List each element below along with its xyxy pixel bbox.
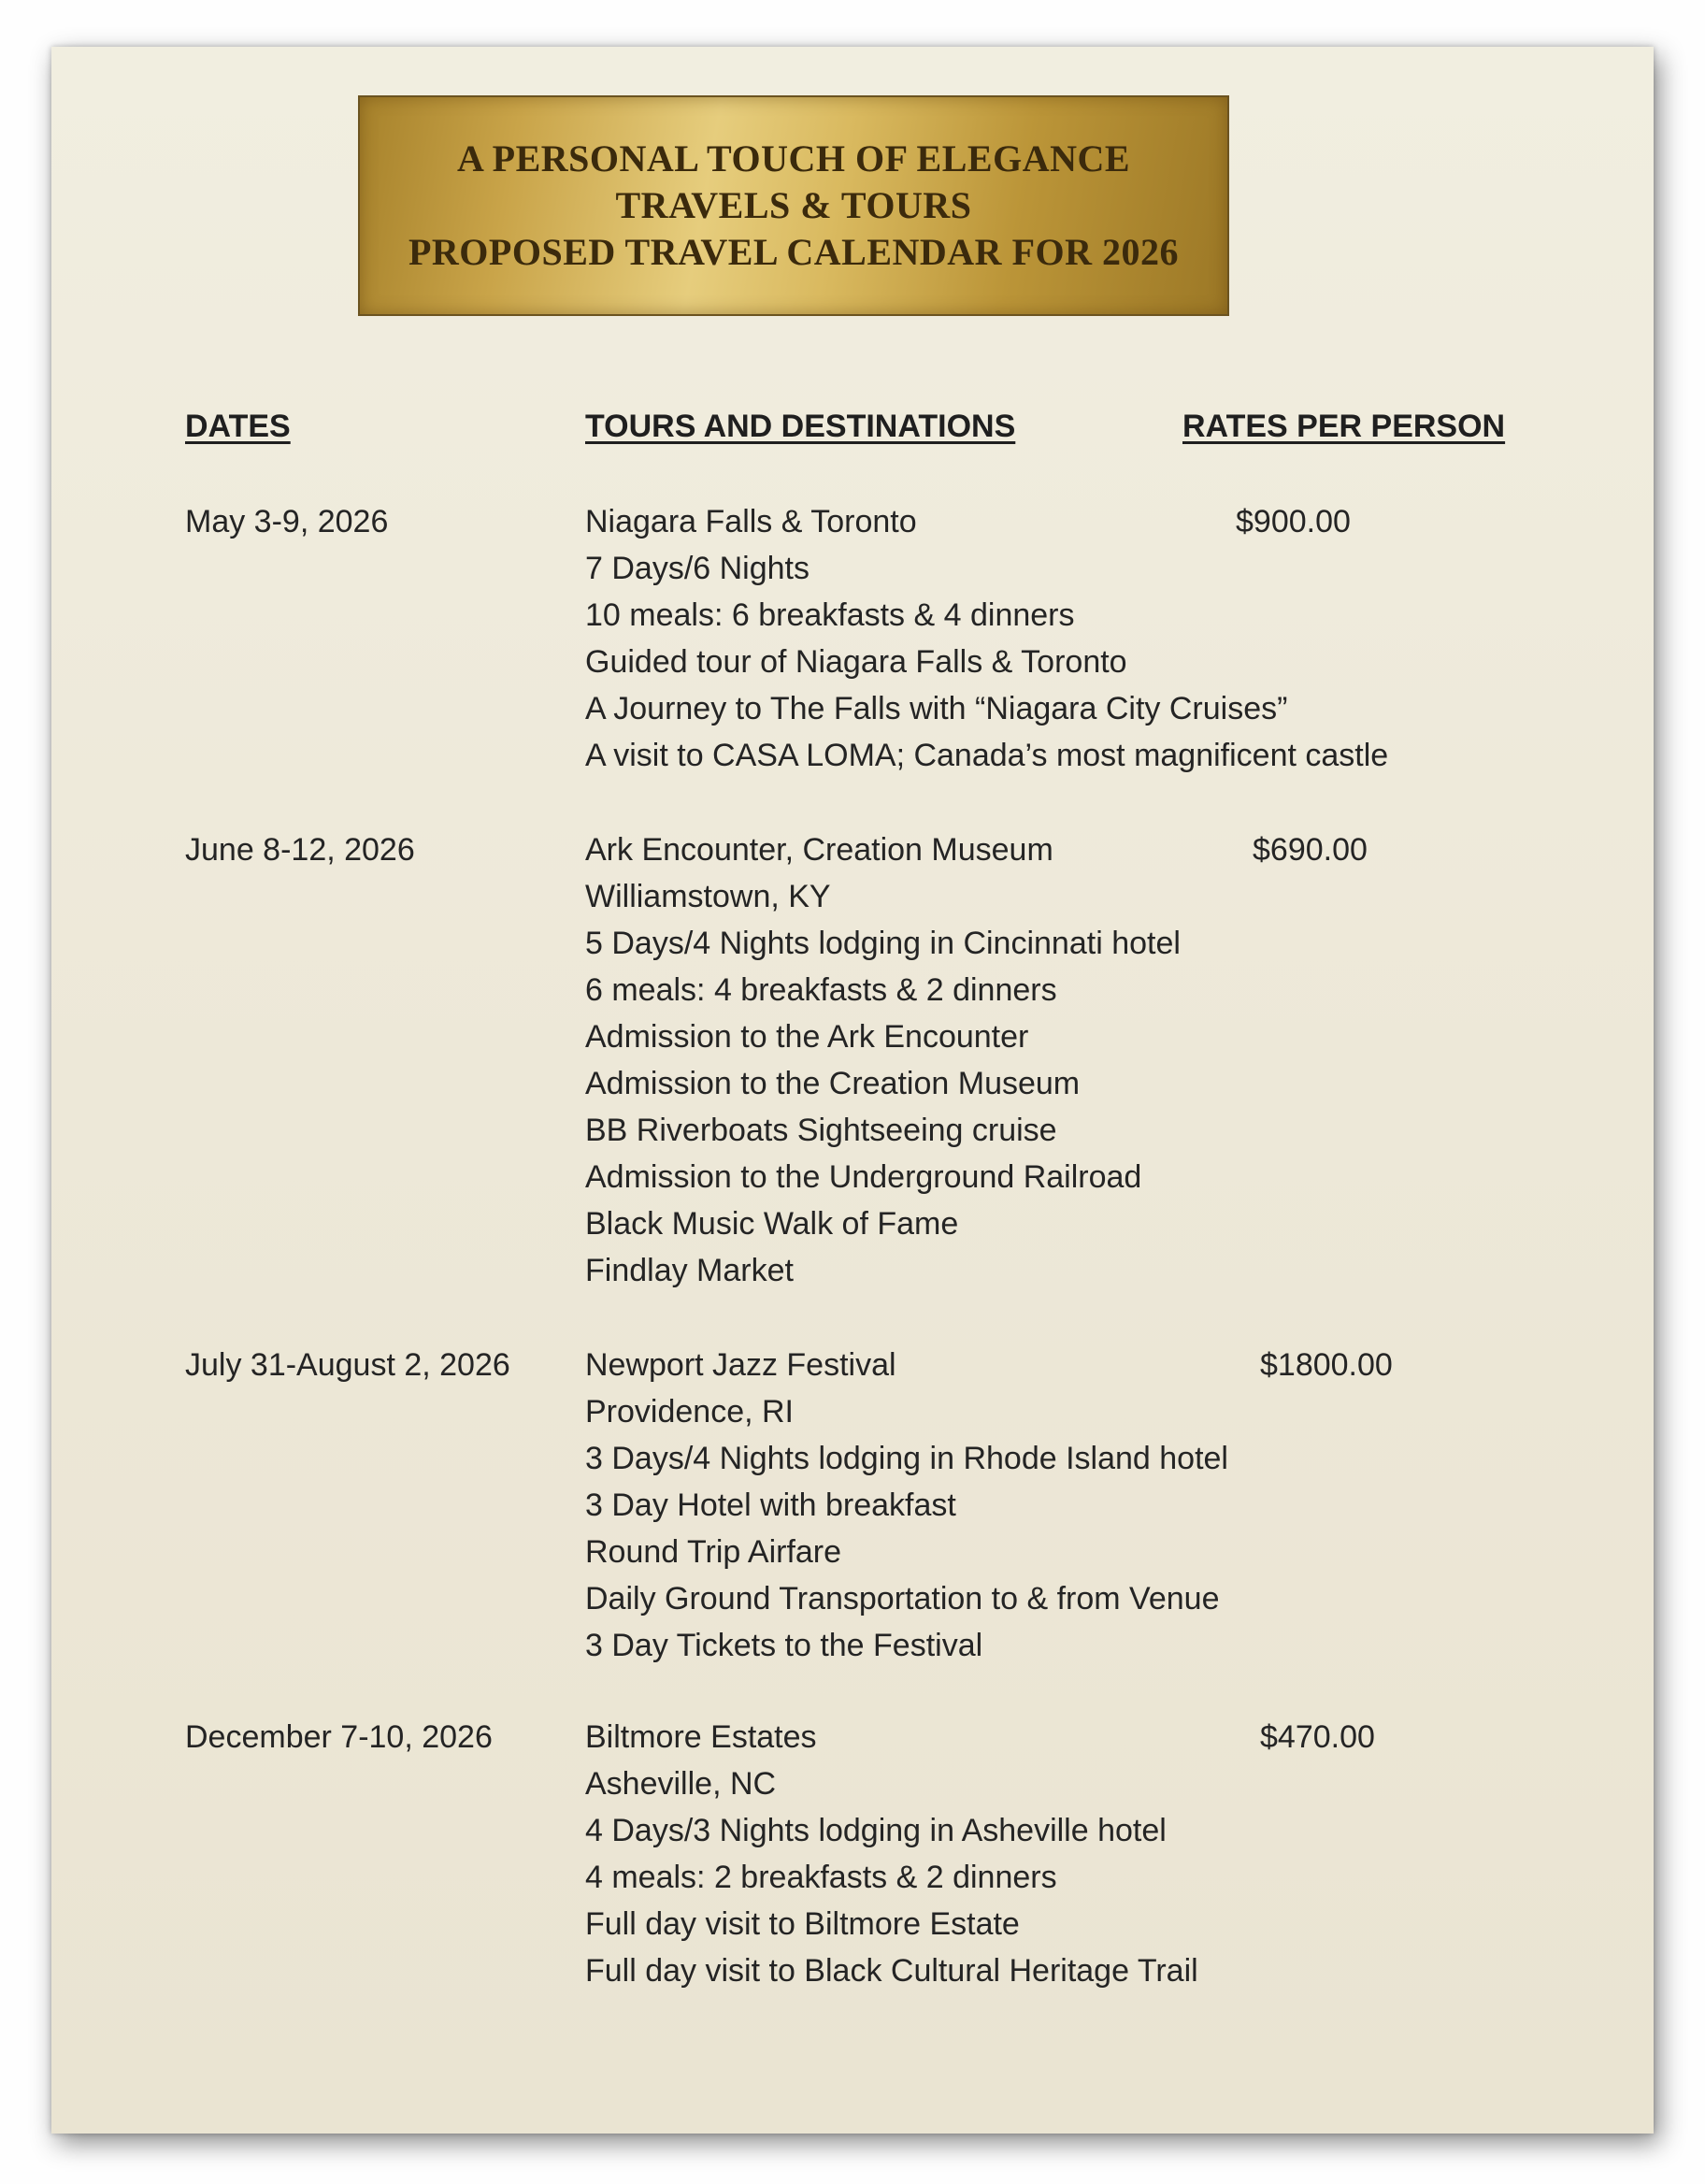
tour-detail-line: Guided tour of Niagara Falls & Toronto [585, 644, 1127, 680]
tour-date: June 8-12, 2026 [185, 832, 415, 868]
tour-detail-line: A visit to CASA LOMA; Canada’s most magnificent castle [585, 738, 1389, 773]
tour-detail-line: Newport Jazz Festival [585, 1347, 896, 1383]
tour-detail-line: Daily Ground Transportation to & from Venue [585, 1581, 1220, 1616]
tour-date: July 31-August 2, 2026 [185, 1347, 510, 1383]
document-page [51, 47, 1654, 2134]
tour-detail-line: 5 Days/4 Nights lodging in Cincinnati hotel [585, 926, 1181, 961]
tour-date: December 7-10, 2026 [185, 1719, 493, 1755]
tour-rate: $470.00 [1260, 1719, 1375, 1755]
company-name: A PERSONAL TOUCH OF ELEGANCE [456, 137, 1131, 180]
tour-detail-line: Ark Encounter, Creation Museum [585, 832, 1053, 868]
tour-rate: $690.00 [1253, 832, 1368, 868]
tour-detail-line: 7 Days/6 Nights [585, 551, 810, 586]
tour-detail-line: Asheville, NC [585, 1766, 777, 1802]
dates-column-header: DATES [185, 409, 291, 444]
tour-detail-line: Williamstown, KY [585, 879, 831, 914]
tour-detail-line: Findlay Market [585, 1253, 794, 1288]
tour-date: May 3-9, 2026 [185, 504, 389, 539]
tour-detail-line: Niagara Falls & Toronto [585, 504, 917, 539]
title-plaque [358, 95, 1229, 316]
tour-detail-line: 3 Days/4 Nights lodging in Rhode Island hotel [585, 1441, 1228, 1476]
tour-detail-line: Providence, RI [585, 1394, 794, 1430]
company-subtitle: TRAVELS & TOURS [615, 184, 972, 226]
tour-detail-line: Biltmore Estates [585, 1719, 817, 1755]
tour-rate: $900.00 [1236, 504, 1351, 539]
tour-detail-line: Black Music Walk of Fame [585, 1206, 959, 1242]
tour-detail-line: 4 meals: 2 breakfasts & 2 dinners [585, 1860, 1057, 1895]
tour-detail-line: 4 Days/3 Nights lodging in Asheville hotel [585, 1813, 1167, 1848]
tour-detail-line: Admission to the Ark Encounter [585, 1019, 1029, 1055]
tour-detail-line: Full day visit to Biltmore Estate [585, 1906, 1020, 1942]
tour-detail-line: 3 Day Tickets to the Festival [585, 1628, 983, 1663]
tour-detail-line: Round Trip Airfare [585, 1534, 842, 1570]
tour-detail-line: 6 meals: 4 breakfasts & 2 dinners [585, 972, 1057, 1008]
tour-rate: $1800.00 [1260, 1347, 1393, 1383]
rates-column-header: RATES PER PERSON [1182, 409, 1506, 444]
tour-detail-line: BB Riverboats Sightseeing cruise [585, 1113, 1057, 1148]
tour-detail-line: Admission to the Underground Railroad [585, 1159, 1142, 1195]
tour-detail-line: 10 meals: 6 breakfasts & 4 dinners [585, 597, 1075, 633]
tour-details [585, 1342, 1228, 1669]
tour-detail-line: A Journey to The Falls with “Niagara City Cruises” [585, 691, 1288, 726]
tour-detail-line: 3 Day Hotel with breakfast [585, 1487, 956, 1523]
calendar-title: PROPOSED TRAVEL CALENDAR FOR 2026 [408, 231, 1180, 273]
tour-detail-line: Admission to the Creation Museum [585, 1066, 1081, 1101]
tour-detail-line: Full day visit to Black Cultural Heritage Trail [585, 1953, 1198, 1989]
tours-column-header: TOURS AND DESTINATIONS [585, 409, 1016, 444]
tour-details [585, 826, 1181, 1294]
tour-details [585, 1714, 1198, 1994]
